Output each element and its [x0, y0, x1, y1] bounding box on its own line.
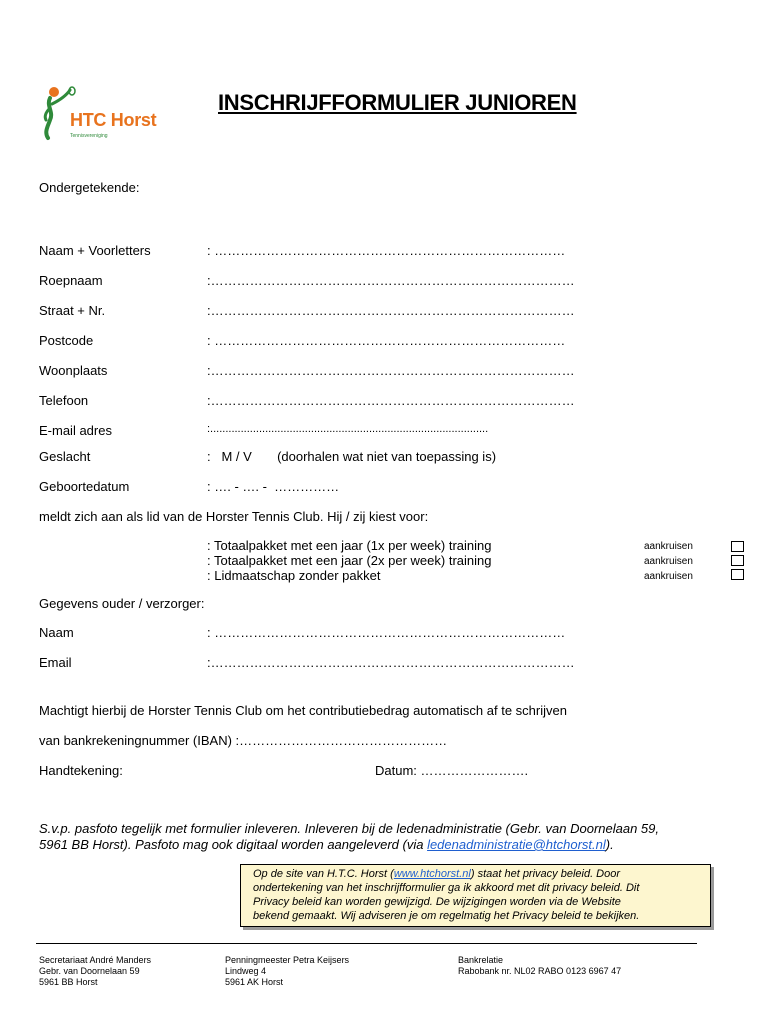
privacy-line: ondertekening van het inschrijfformulier ga ik akkoord met dit privacy beleid. Dit [253, 882, 640, 894]
date-label: Datum: ……………………. [375, 763, 529, 778]
footer-divider [36, 943, 697, 944]
guardian-label-naam: Naam [39, 625, 74, 640]
email-link[interactable]: ledenadministratie@htchorst.nl [427, 837, 606, 852]
footer-line: Gebr. van Doornelaan 59 [39, 966, 140, 976]
guardian-line-naam[interactable]: : ……………………………………………………………………… [207, 625, 566, 640]
footer-line: Penningmeester Petra Keijsers [225, 955, 350, 965]
field-label-woonplaats: Woonplaats [39, 363, 108, 378]
photo-note-text: ). [605, 837, 614, 852]
field-label-geboortedatum: Geboortedatum [39, 479, 130, 494]
field-label-telefoon: Telefoon [39, 393, 89, 408]
field-line-geboortedatum[interactable]: : …. - …. - …………… [207, 479, 340, 494]
field-label-naam: Naam + Voorletters [39, 243, 151, 258]
guardian-line-email[interactable]: :………………………………………………………………………… [207, 655, 575, 670]
guardian-heading: Gegevens ouder / verzorger: [39, 596, 205, 611]
option-label: : Totaalpakket met een jaar (2x per week) training [207, 553, 492, 568]
privacy-text: Op de site van H.T.C. Horst ( [253, 868, 394, 880]
field-label-straat: Straat + Nr. [39, 303, 106, 318]
tick-hint: aankruisen [644, 571, 693, 582]
option-checkbox[interactable] [731, 541, 744, 552]
footer-line: Bankrelatie [458, 955, 504, 965]
option-label: : Totaalpakket met een jaar (1x per week) training [207, 538, 492, 553]
field-label-postcode: Postcode [39, 333, 94, 348]
website-link[interactable]: www.htchorst.nl [393, 868, 471, 880]
field-line-geslacht[interactable]: : M / V (doorhalen wat niet van toepassing is) [207, 449, 497, 464]
footer-line: Lindweg 4 [225, 966, 267, 976]
field-line-roepnaam[interactable]: :………………………………………………………………………… [207, 273, 575, 288]
field-line-telefoon[interactable]: :………………………………………………………………………… [207, 393, 575, 408]
field-label-email: E-mail adres [39, 423, 112, 438]
logo-text: HTC Horst [70, 110, 157, 130]
guardian-label-email: Email [39, 655, 72, 670]
intro-text: Ondergetekende: [39, 180, 140, 195]
field-line-woonplaats[interactable]: :………………………………………………………………………… [207, 363, 575, 378]
footer-line: 5961 AK Horst [225, 977, 284, 987]
privacy-text: ) staat het privacy beleid. Door [470, 868, 621, 880]
iban-line[interactable]: van bankrekeningnummer (IBAN) :………………………………………… [39, 733, 448, 748]
privacy-line: bekend gemaakt. Wij adviseren je om regelmatig het Privacy beleid te bekijken. [253, 910, 640, 922]
tick-hint: aankruisen [644, 541, 693, 552]
option-checkbox[interactable] [731, 569, 744, 580]
field-label-geslacht: Geslacht [39, 449, 91, 464]
footer-secretariat [39, 955, 151, 988]
field-line-naam[interactable]: : ……………………………………………………………………… [207, 243, 566, 258]
privacy-line [253, 868, 620, 880]
footer-bank [458, 955, 621, 977]
membership-intro: meldt zich aan als lid van de Horster Tennis Club. Hij / zij kiest voor: [39, 509, 429, 524]
signature-label: Handtekening: [39, 763, 123, 778]
footer-line: 5961 BB Horst [39, 977, 98, 987]
photo-note-text: 5961 BB Horst). Pasfoto mag ook digitaal worden aangeleverd (via [39, 837, 428, 852]
logo-subtext: Tennisvereniging [70, 133, 108, 139]
field-label-roepnaam: Roepnaam [39, 273, 103, 288]
option-checkbox[interactable] [731, 555, 744, 566]
footer-treasurer [225, 955, 349, 988]
footer-line: Rabobank nr. NL02 RABO 0123 6967 47 [458, 966, 622, 976]
photo-note-line: S.v.p. pasfoto tegelijk met formulier inleveren. Inleveren bij de ledenadministratie (Gebr. van Doornelaan 59, [39, 821, 659, 836]
field-line-straat[interactable]: :………………………………………………………………………… [207, 303, 575, 318]
privacy-line: Privacy beleid kan worden gewijzigd. De wijzigingen worden via de Website [253, 896, 621, 908]
option-label: : Lidmaatschap zonder pakket [207, 568, 381, 583]
field-line-postcode[interactable]: : ……………………………………………………………………… [207, 333, 566, 348]
field-line-email[interactable]: :........................................................................................... [207, 423, 489, 435]
photo-note-line [39, 837, 614, 852]
footer-line: Secretariaat André Manders [39, 955, 152, 965]
authorization-text: Machtigt hierbij de Horster Tennis Club om het contributiebedrag automatisch af te schrijven [39, 703, 567, 718]
club-logo [40, 86, 170, 146]
page-title: INSCHRIJFFORMULIER JUNIOREN [218, 90, 577, 115]
tick-hint: aankruisen [644, 556, 693, 567]
